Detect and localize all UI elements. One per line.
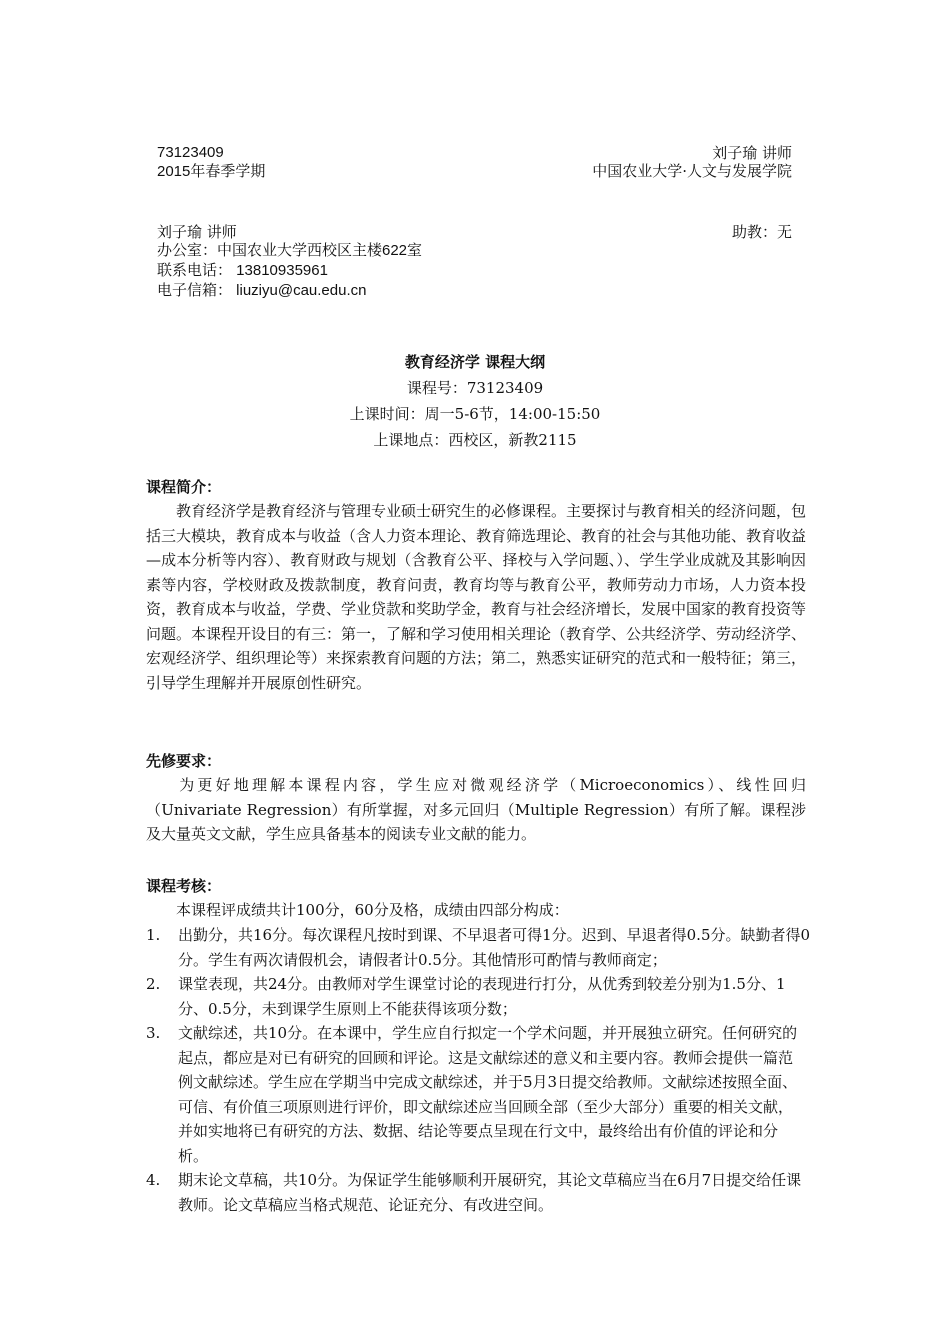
institution: 中国农业大学·人文与发展学院 [592,162,792,180]
semester: 2015年春季学期 [157,163,266,180]
class-location: 上课地点：西校区，新教2115 [373,431,577,449]
page-title: 教育经济学 课程大纲 [404,353,546,371]
course-code: 73123409 [157,144,224,161]
title-block [0,349,950,453]
class-time: 上课时间：周一5-6节，14:00-15:50 [349,405,601,423]
office-address: 办公室：中国农业大学西校区主楼622室 [157,242,423,259]
prereq-paragraph [146,773,806,847]
list-item-text: 课堂表现，共24分。由教师对学生课堂讨论的表现进行打分，从优秀到较差分别为1.5分、1分、0.5分，未到课学生原则上不能获得该项分数； [178,975,786,1018]
intro-paragraph [146,499,806,695]
intro-text: 教育经济学是教育经济与管理专业硕士研究生的必修课程。主要探讨与教育相关的经济问题，包括三大模块，教育成本与收益（含人力资本理论、教育筛选理论、教育的社会与其他功能、教育收益—成本分析等内容）、教育财政与规划（含教育公平、择校与入学问题、）、学生学业成就及其影响因素等内容，学校财政及拨款制度，教育问责，教育均等与教育公平，教师劳动力市场，人力资本投资，教育成本与收益，学费、学业贷款和奖助学金，教育与社会经济增长，发展中国家的教育投资等问题。本课程开设目的有三：第一，了解和学习使用相关理论（教育学、公共经济学、劳动经济学、宏观经济学、组织理论等）来探索教育问题的方法；第二，熟悉实证研究的范式和一般特征；第三，引导学生理解并开展原创性研究。 [146,502,807,692]
list-item-text: 期末论文草稿，共10分。为保证学生能够顺利开展研究，其论文草稿应当在6月7日提交给任课教师。论文草稿应当格式规范、论证充分、有改进空间。 [178,1171,802,1214]
assessment-heading: 课程考核： [146,877,222,895]
assessment-list [146,923,822,1217]
list-item-text: 出勤分，共16分。每次课程凡按时到课、不早退者可得1分。迟到、早退者得0.5分。缺勤者得0分。学生有两次请假机会，请假者计0.5分。其他情形可酌情与教师商定； [178,926,811,969]
email-address: 电子信箱： liuziyu@cau.edu.cn [157,282,367,299]
prereq-text: 为更好地理解本课程内容，学生应对微观经济学（Microeconomics）、线性回归（Univariate Regression）有所掌握，对多元回归（Multiple Regression）有所了解。课程涉及大量英文文献，学生应具备基本的阅读专业文献的能力。 [146,776,806,843]
list-item-text: 文献综述，共10分。在本课中，学生应自行拟定一个学术问题，并开展独立研究。任何研究的起点，都应是对已有研究的回顾和评论。这是文献综述的意义和主要内容。教师会提供一篇范例文献综述。学生应在学期当中完成文献综述，并于5月3日提交给教师。文献综述按照全面、可信、有价值三项原则进行评价，即文献综述应当回顾全部（至少大部分）重要的相关文献，并如实地将已有研究的方法、数据、结论等要点呈现在行文中，最终给出有价值的评论和分析。 [178,1024,798,1165]
instructor-name: 刘子瑜 讲师 [712,144,792,162]
prereq-heading: 先修要求： [146,752,222,770]
teaching-assistant: 助教：无 [731,223,792,241]
list-item-number: 4. [146,1171,161,1189]
list-item [146,1021,822,1168]
list-item-number: 2. [146,975,161,993]
phone-number: 联系电话： 13810935961 [157,262,328,279]
list-item [146,923,822,972]
list-item [146,972,822,1021]
list-item-number: 3. [146,1024,161,1042]
list-item [146,1168,822,1217]
intro-heading: 课程简介： [146,478,222,496]
contact-name: 刘子瑜 讲师 [157,223,237,241]
assessment-intro-text: 本课程评成绩共计100分，60分及格，成绩由四部分构成： [176,901,569,919]
list-item-number: 1. [146,926,161,944]
assessment-intro [146,898,806,923]
course-number: 课程号：73123409 [406,379,544,397]
